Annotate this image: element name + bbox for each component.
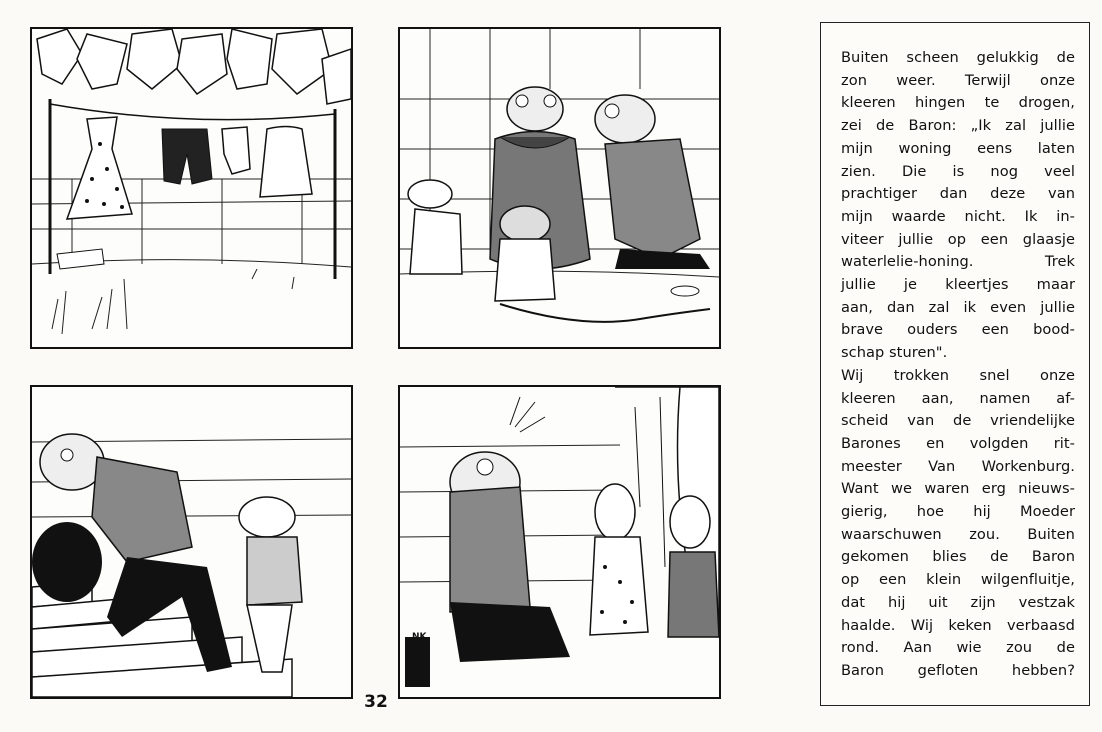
story-line: Buiten scheen gelukkig de xyxy=(841,49,1075,66)
story-text-box xyxy=(820,22,1090,706)
page-number: 32 xyxy=(364,692,388,712)
story-line: prachtiger dan deze van xyxy=(841,185,1075,203)
story-line: zei de Baron: „Ik zal jullie xyxy=(841,117,1075,135)
whistle-drawing xyxy=(400,387,719,697)
story-line: gekomen blies de Baron xyxy=(841,548,1075,566)
story-line: waarschuwen zou. Buiten xyxy=(841,525,1075,543)
stairs-drawing xyxy=(32,387,351,697)
story-line: haalde. Wij keken verbaasd xyxy=(841,616,1075,634)
story-line: kleeren hingen te drogen, xyxy=(841,94,1075,112)
artist-signature: NK xyxy=(412,632,427,642)
comic-panel-laundry xyxy=(30,27,353,349)
story-line: kleeren aan, namen af- xyxy=(841,389,1075,407)
story-line: aan, dan zal ik even jullie xyxy=(841,298,1075,316)
story-line: jullie je kleertjes maar xyxy=(841,276,1075,294)
story-line: mijn woning eens laten xyxy=(841,139,1075,157)
story-line: op een klein wilgenfluitje, xyxy=(841,571,1075,589)
story-line: dat hij uit zijn vestzak xyxy=(841,593,1075,611)
comic-panel-stairs xyxy=(30,385,353,699)
story-paragraph xyxy=(841,47,1075,683)
story-line: schap sturen". xyxy=(841,344,948,362)
story-line: gierig, hoe hij Moeder xyxy=(841,503,1075,521)
story-line: meester Van Workenburg. xyxy=(841,457,1075,475)
story-line: viteer jullie op een glaasje xyxy=(841,230,1075,248)
story-line: zien. Die is nog veel xyxy=(841,162,1075,180)
story-line: Wij trokken snel onze xyxy=(841,366,1075,384)
story-line: Want we waren erg nieuws- xyxy=(841,480,1075,498)
comic-panel-frogs-and-mice xyxy=(398,27,721,349)
comic-panel-whistle xyxy=(398,385,721,699)
story-line: brave ouders een bood- xyxy=(841,321,1075,339)
laundry-drawing xyxy=(32,29,351,347)
story-line: Barones en volgden rit- xyxy=(841,434,1075,452)
story-line: rond. Aan wie zou de xyxy=(841,639,1075,657)
story-line: mijn waarde nicht. Ik in- xyxy=(841,207,1075,225)
story-line: zon weer. Terwijl onze xyxy=(841,71,1075,89)
story-line: waterlelie-honing. Trek xyxy=(841,253,1075,271)
story-line: Baron gefloten hebben? xyxy=(841,661,1075,679)
story-line: scheid van de vriendelijke xyxy=(841,412,1075,430)
frogs-mice-drawing xyxy=(400,29,719,347)
